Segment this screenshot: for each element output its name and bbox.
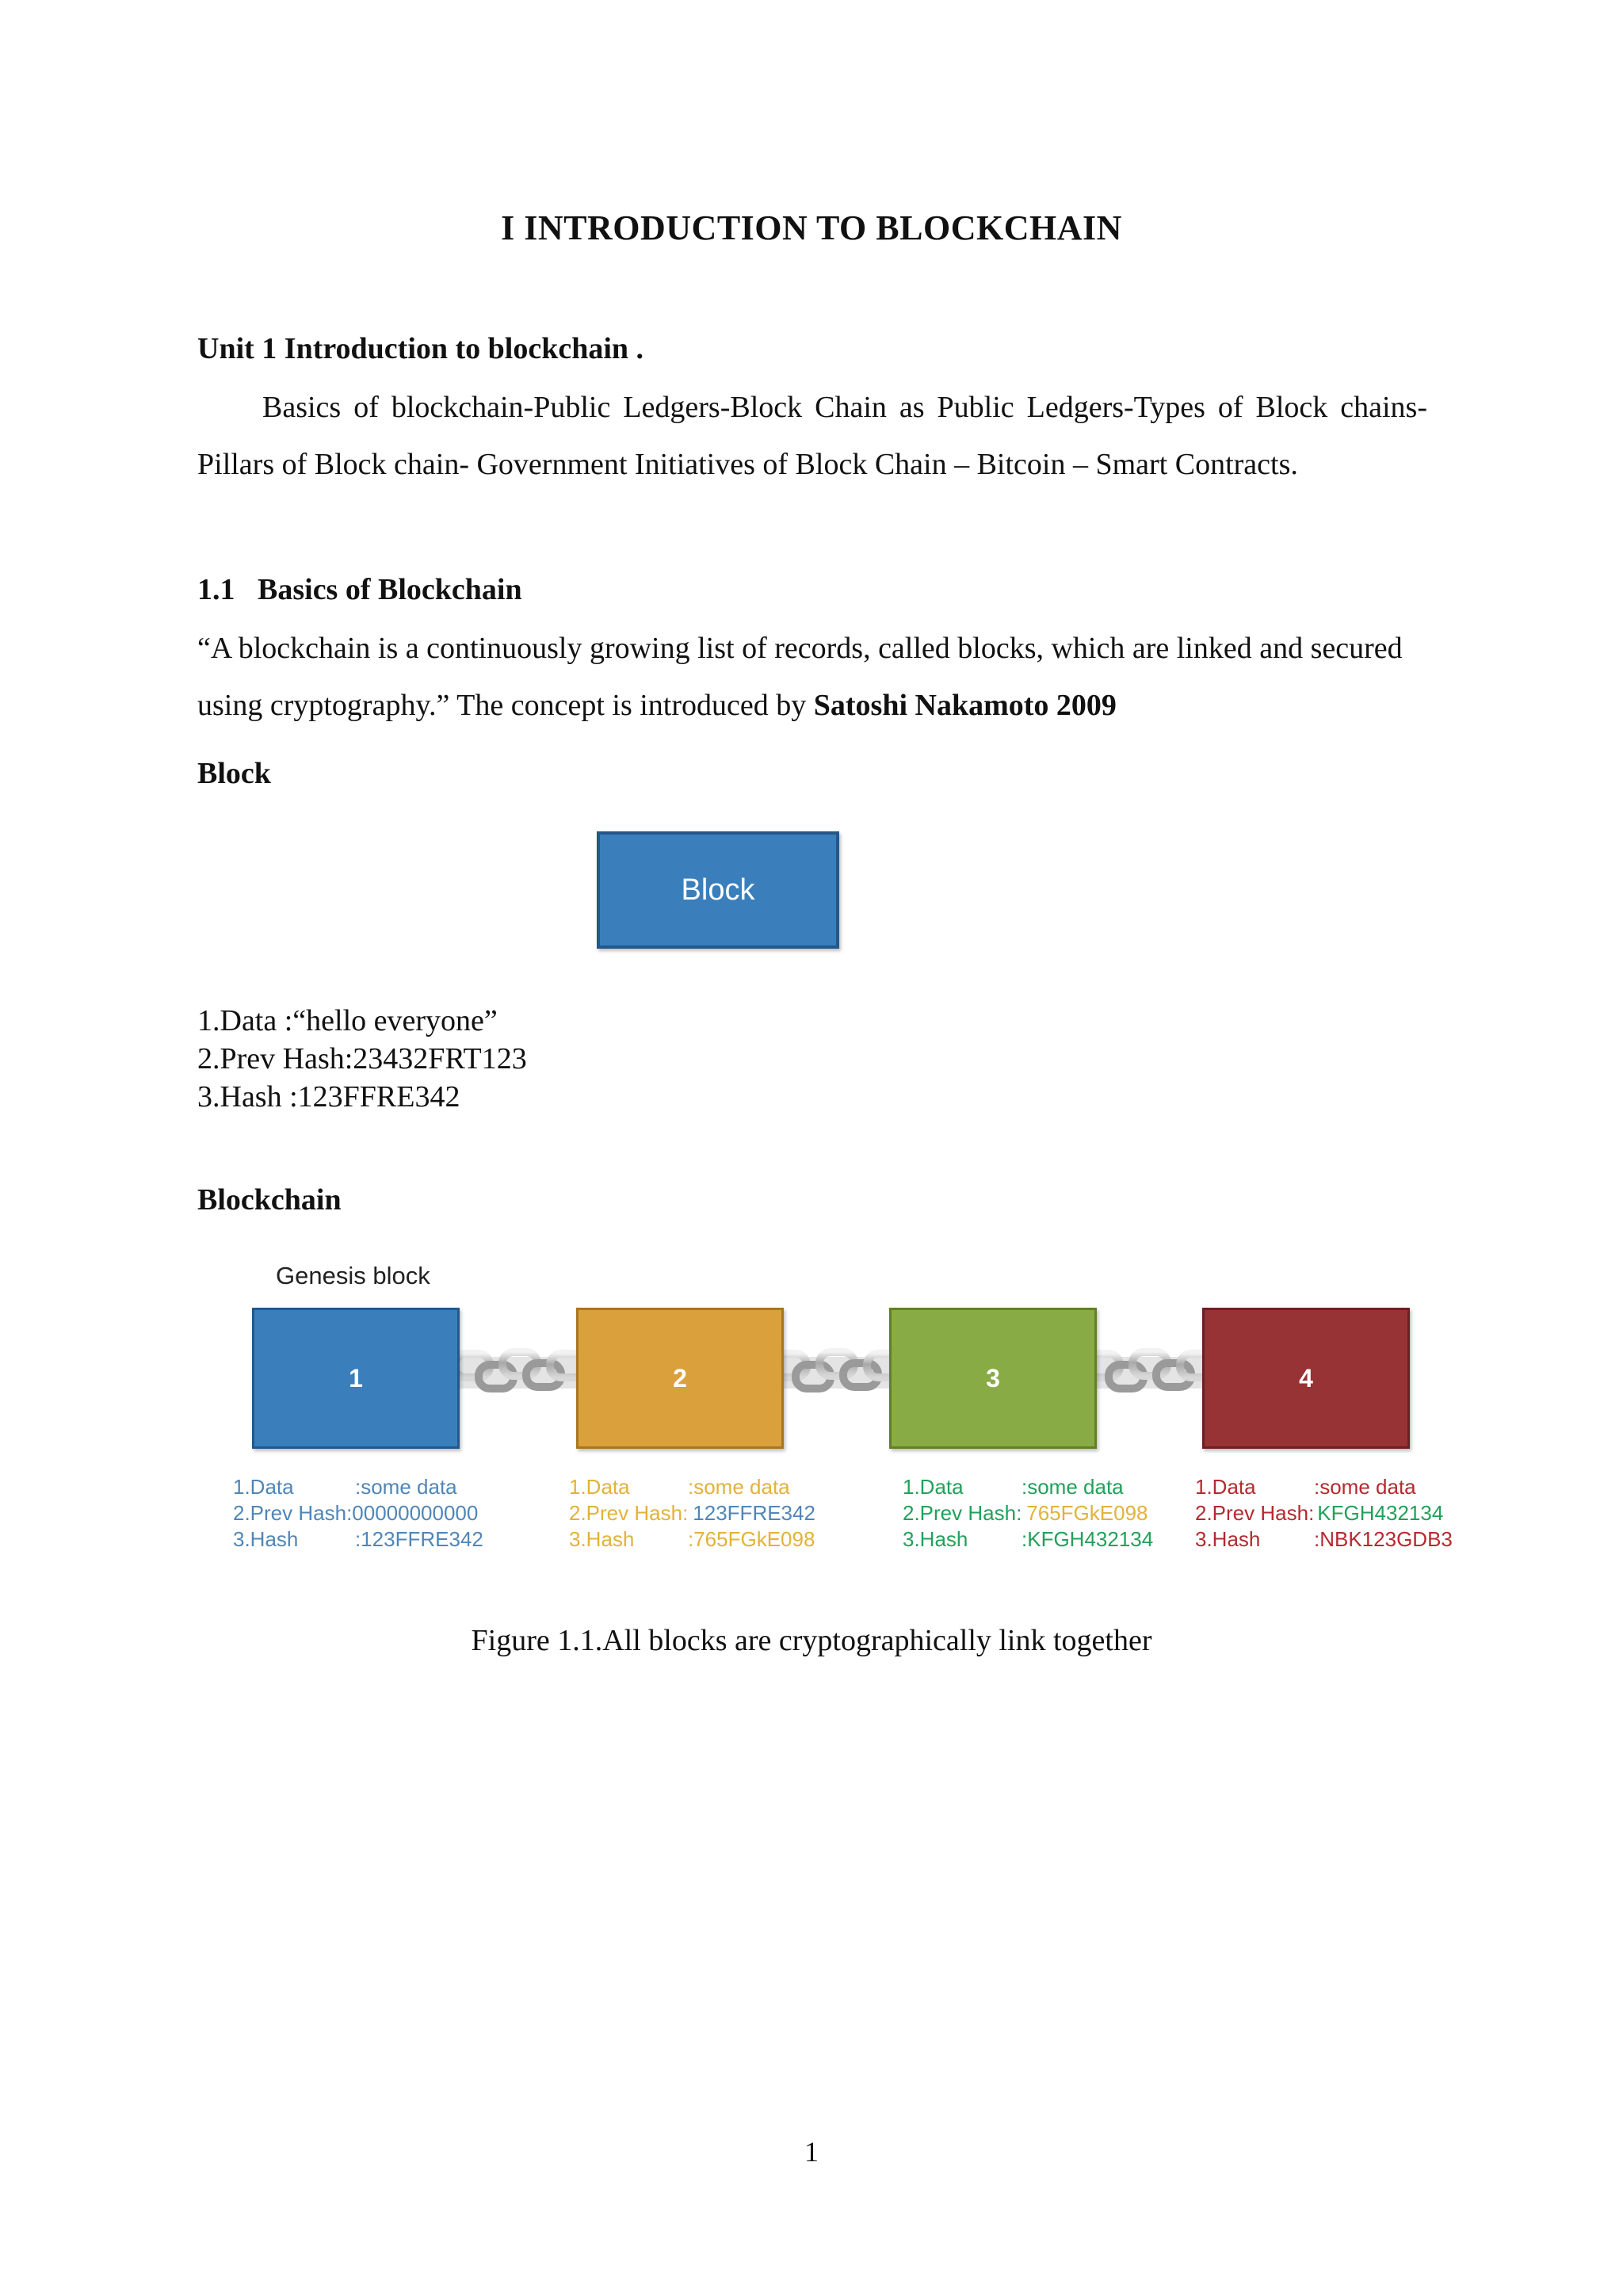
block-info-prev-key: 2.Prev Hash:	[233, 1501, 353, 1525]
chain-block-2	[576, 1308, 784, 1449]
section-number: 1.1	[197, 573, 235, 606]
block-info-prev-value: 00000000000	[352, 1501, 479, 1525]
section-title: Basics of Blockchain	[258, 573, 522, 606]
section-heading	[197, 572, 522, 607]
page-title: I INTRODUCTION TO BLOCKCHAIN	[501, 208, 1122, 247]
chain-block-2-info	[569, 1474, 815, 1553]
block-info-data-key: 1.Data	[1195, 1475, 1256, 1499]
section-paragraph-text: “A blockchain is a continuously growing list of records, called blocks, which are linked and secured using cryptography.” The concept is introduced by	[197, 632, 1403, 722]
block-info-prev-value: KFGH432134	[1317, 1501, 1444, 1525]
chain-block-1-label: 1	[349, 1363, 363, 1392]
block-info-hash-value: :KFGH432134	[1022, 1527, 1154, 1551]
chain-block-4-info	[1195, 1474, 1453, 1553]
chain-block-4-label: 4	[1299, 1363, 1313, 1392]
block-diagram	[597, 831, 839, 949]
block-info-data-key: 1.Data	[903, 1475, 964, 1499]
unit-paragraph-text: Basics of blockchain-Public Ledgers-Block Chain as Public Ledgers-Types of Block chains- Pillars of Block chain- Government Initiatives of Block Chain – Bitcoin – Smart Contracts.	[197, 391, 1427, 481]
block-info-hash-key: 3.Hash	[569, 1527, 635, 1551]
block-info-prev-key: 2.Prev Hash:	[1195, 1501, 1315, 1525]
genesis-block-label: Genesis block	[276, 1262, 430, 1289]
block-info-hash-key: 3.Hash	[903, 1527, 968, 1551]
chain-link-1-2	[452, 1352, 586, 1389]
block-info-data-value: :some data	[1022, 1475, 1124, 1499]
block-info-hash-value: :765FGkE098	[688, 1527, 815, 1551]
section-paragraph-author: Satoshi Nakamoto 2009	[813, 689, 1117, 722]
block-info-prev-key: 2.Prev Hash:	[569, 1501, 689, 1525]
block-info-data-value: :some data	[1314, 1475, 1416, 1499]
chain-link-3-4	[1082, 1352, 1216, 1389]
block-info-prev-value: 123FFRE342	[693, 1501, 815, 1525]
figure-caption: Figure 1.1.All blocks are cryptographically link together	[471, 1624, 1152, 1657]
chain-block-3	[889, 1308, 1097, 1449]
block-info-hash-key: 3.Hash	[233, 1527, 299, 1551]
block-info-data-value: :some data	[355, 1475, 457, 1499]
block-info-data-key: 1.Data	[569, 1475, 630, 1499]
chain-block-3-label: 3	[986, 1363, 1000, 1392]
blockchain-heading: Blockchain	[197, 1183, 342, 1217]
chain-block-2-label: 2	[673, 1363, 687, 1392]
chain-block-3-info	[903, 1474, 1153, 1553]
chain-block-4	[1202, 1308, 1410, 1449]
page-number: 1	[804, 2136, 819, 2168]
block-info-prev-value: 765FGkE098	[1026, 1501, 1148, 1525]
block-info-data-value: :some data	[688, 1475, 790, 1499]
block-info-prev-key: 2.Prev Hash:	[903, 1501, 1022, 1525]
block-property-prev-hash: 2.Prev Hash:23432FRT123	[197, 1042, 527, 1075]
block-info-hash-value: :NBK123GDB3	[1314, 1527, 1453, 1551]
block-info-data-key: 1.Data	[233, 1475, 294, 1499]
unit-heading: Unit 1 Introduction to blockchain .	[197, 332, 644, 365]
unit-paragraph	[197, 379, 1427, 493]
block-property-data: 1.Data :“hello everyone”	[197, 1004, 498, 1037]
section-paragraph	[197, 620, 1465, 734]
chain-link-2-3	[769, 1352, 903, 1389]
chain-block-1-info	[233, 1474, 483, 1553]
block-info-hash-key: 3.Hash	[1195, 1527, 1261, 1551]
block-info-hash-value: :123FFRE342	[355, 1527, 483, 1551]
block-property-hash: 3.Hash :123FFRE342	[197, 1080, 460, 1114]
block-properties	[197, 1002, 527, 1116]
chain-block-1	[252, 1308, 460, 1449]
block-diagram-label: Block	[681, 873, 755, 907]
block-heading: Block	[197, 757, 271, 790]
